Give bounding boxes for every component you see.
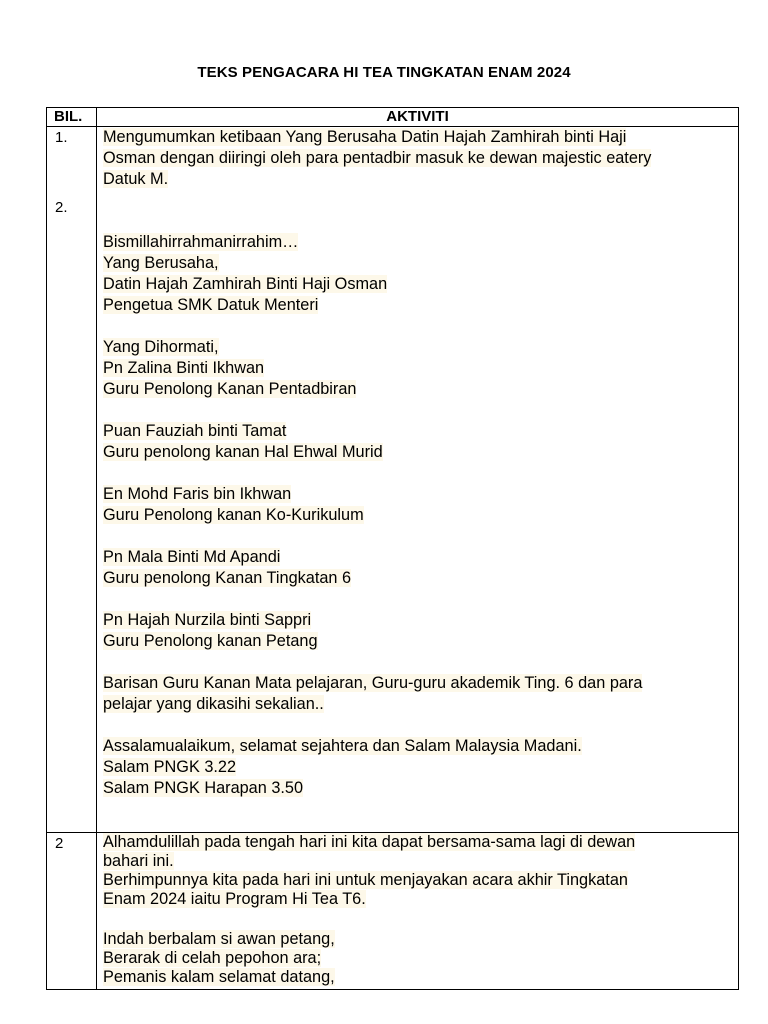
text-line [103, 736, 732, 757]
text-line-content: Alhamdulillah pada tengah hari ini kita dapat bersama-sama lagi di dewan [103, 833, 636, 851]
blank-line [103, 211, 732, 232]
text-line [103, 568, 732, 589]
text-line [103, 610, 732, 631]
text-line-content: Pn Hajah Nurzila binti Sappri [103, 611, 312, 629]
table-row [47, 127, 739, 833]
text-line-content: Assalamualaikum, selamat sejahtera dan Salam Malaysia Madani. [103, 737, 582, 755]
text-line-content: Guru Penolong Kanan Pentadbiran [103, 380, 357, 398]
text-line [103, 505, 732, 526]
row-number: 1. [55, 129, 68, 146]
text-line [103, 232, 732, 253]
text-line [103, 148, 732, 169]
blank-line [103, 652, 732, 673]
text-line [103, 673, 732, 694]
text-line [103, 778, 732, 799]
text-line [103, 930, 732, 949]
text-line-content: En Mohd Faris bin Ikhwan [103, 485, 292, 503]
text-line [103, 968, 732, 987]
text-line-content: Barisan Guru Kanan Mata pelajaran, Guru-guru akademik Ting. 6 dan para [103, 674, 643, 692]
blank-line [103, 589, 732, 610]
text-line-content: Pn Zalina Binti Ikhwan [103, 359, 265, 377]
row-number-cell [47, 127, 97, 833]
document-title: TEKS PENGACARA HI TEA TINGKATAN ENAM 2024 [197, 64, 571, 81]
text-line-content: Pn Mala Binti Md Apandi [103, 548, 281, 566]
text-line [103, 421, 732, 442]
text-line-content: Berhimpunnya kita pada hari ini untuk menjayakan acara akhir Tingkatan [103, 871, 628, 889]
text-line [103, 852, 732, 871]
activity-table [46, 107, 739, 990]
text-line-content: Indah berbalam si awan petang, [103, 930, 335, 948]
text-line-content: Pemanis kalam selamat datang, [103, 968, 335, 986]
text-line [103, 694, 732, 715]
text-line-content: Datuk M. [103, 170, 169, 188]
header-aktiviti: AKTIVITI [97, 108, 739, 127]
blank-line [103, 400, 732, 421]
activity-cell [97, 127, 739, 833]
text-line [103, 127, 732, 148]
text-line-content: Guru Penolong kanan Petang [103, 632, 318, 650]
blank-line [103, 715, 732, 736]
text-line-content: Mengumumkan ketibaan Yang Berusaha Datin Hajah Zamhirah binti Haji [103, 128, 627, 146]
text-line [103, 274, 732, 295]
text-line-content: Pengetua SMK Datuk Menteri [103, 296, 319, 314]
text-line-content: Osman dengan diiringi oleh para pentadbir masuk ke dewan majestic eatery [103, 149, 652, 167]
text-line-content: Yang Dihormati, [103, 338, 219, 356]
table-header-row [47, 108, 739, 127]
text-line [103, 757, 732, 778]
text-line-content: Bismillahirrahmanirrahim… [103, 233, 299, 251]
text-line-content: Salam PNGK Harapan 3.50 [103, 779, 304, 797]
text-line [103, 295, 732, 316]
header-bil: BIL. [47, 108, 97, 127]
blank-line [103, 316, 732, 337]
text-line-content: Berarak di celah pepohon ara; [103, 949, 322, 967]
table-row [47, 833, 739, 990]
text-line-content: Salam PNGK 3.22 [103, 758, 237, 776]
text-line [103, 949, 732, 968]
text-line [103, 484, 732, 505]
blank-line [103, 190, 732, 211]
row-number: 2. [55, 199, 68, 216]
text-line-content: bahari ini. [103, 852, 174, 870]
blank-line [103, 526, 732, 547]
text-line [103, 442, 732, 463]
text-line [103, 890, 732, 909]
text-line [103, 337, 732, 358]
row-number-cell [47, 833, 97, 990]
text-line-content: Guru penolong kanan Hal Ehwal Murid [103, 443, 383, 461]
text-line-content: Datin Hajah Zamhirah Binti Haji Osman [103, 275, 388, 293]
text-line-content: Guru Penolong kanan Ko-Kurikulum [103, 506, 364, 524]
text-line [103, 547, 732, 568]
text-line-content: Enam 2024 iaitu Program Hi Tea T6. [103, 890, 366, 908]
text-line [103, 379, 732, 400]
text-line-content: Guru penolong Kanan Tingkatan 6 [103, 569, 352, 587]
text-line [103, 871, 732, 890]
text-line-content: Puan Fauziah binti Tamat [103, 422, 287, 440]
blank-line [103, 463, 732, 484]
activity-cell [97, 833, 739, 990]
text-line [103, 358, 732, 379]
text-line [103, 169, 732, 190]
text-line [103, 833, 732, 852]
row-number: 2 [55, 835, 64, 852]
text-line [103, 253, 732, 274]
text-line-content: Yang Berusaha, [103, 254, 219, 272]
text-line [103, 631, 732, 652]
blank-line [103, 909, 732, 930]
text-line-content: pelajar yang dikasihi sekalian.. [103, 695, 324, 713]
